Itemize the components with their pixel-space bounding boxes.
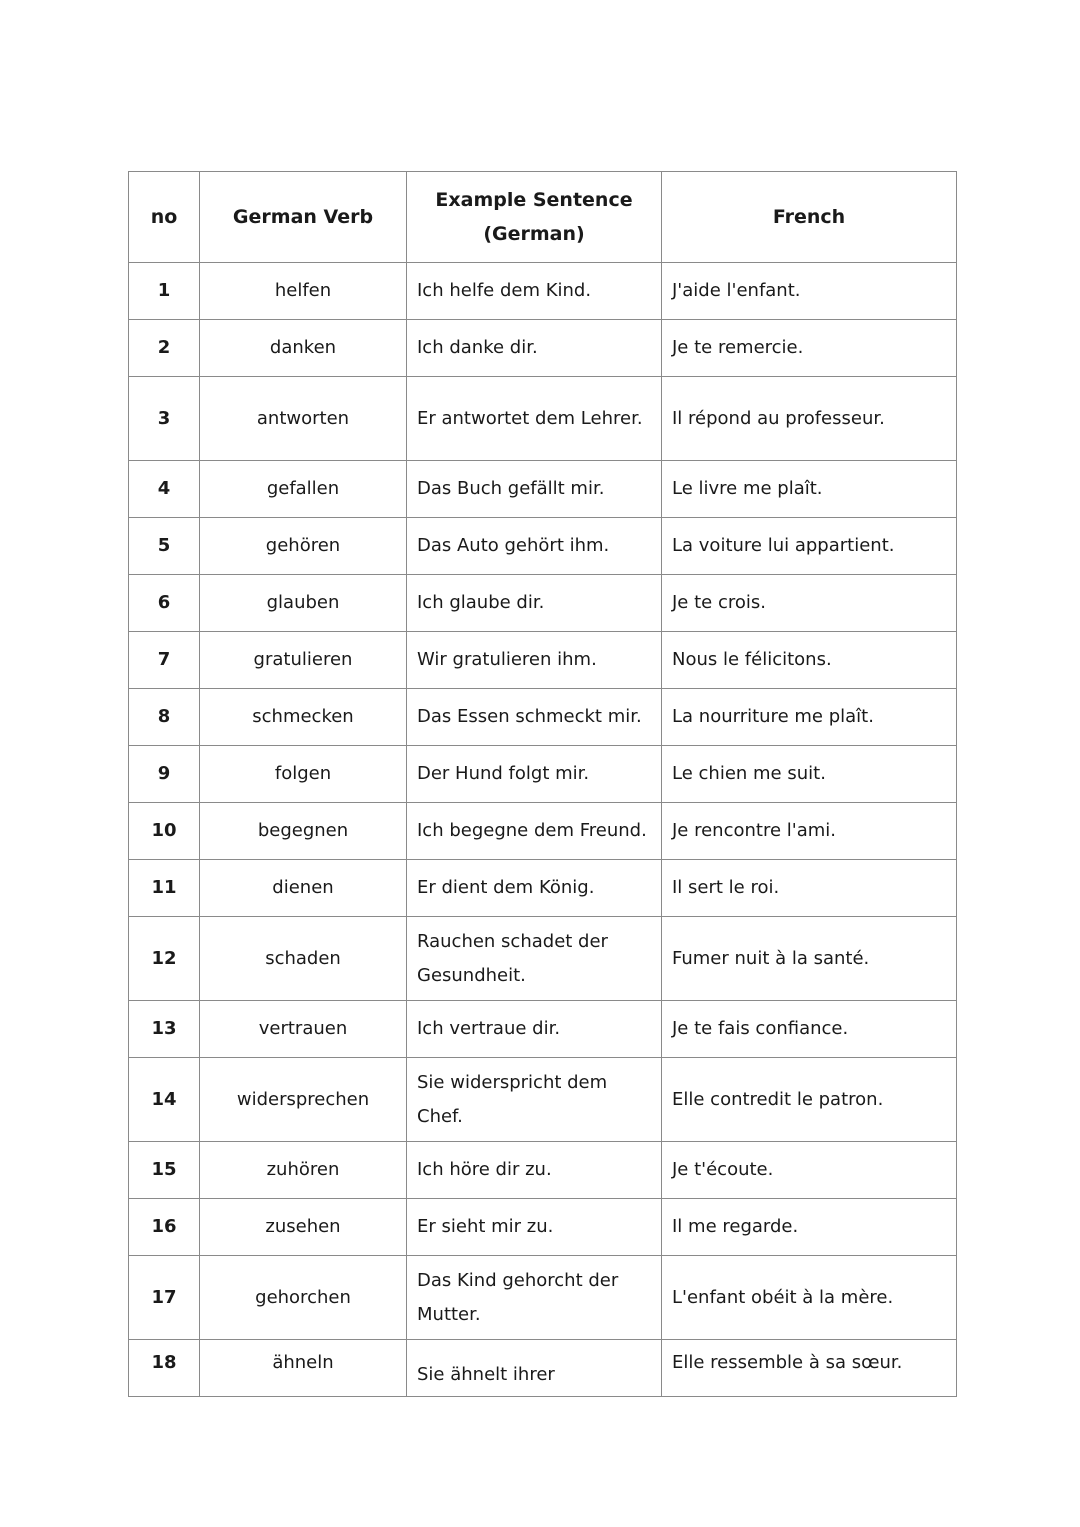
french-cell: Je rencontre l'ami.: [662, 803, 957, 860]
row-number: 14: [129, 1058, 200, 1142]
header-german-verb: German Verb: [200, 172, 407, 263]
german-verb-cell: widersprechen: [200, 1058, 407, 1142]
german-verb-cell: zusehen: [200, 1199, 407, 1256]
table-row: [129, 263, 957, 320]
header-french: French: [662, 172, 957, 263]
german-verb-cell: gratulieren: [200, 632, 407, 689]
verb-table: [128, 171, 957, 1397]
example-sentence-cell: Ich glaube dir.: [407, 575, 662, 632]
table-row: [129, 917, 957, 1001]
french-cell: L'enfant obéit à la mère.: [662, 1256, 957, 1340]
german-verb-cell: gehören: [200, 518, 407, 575]
table-row: [129, 1256, 957, 1340]
row-number: 4: [129, 461, 200, 518]
table-row: [129, 575, 957, 632]
french-cell: Il sert le roi.: [662, 860, 957, 917]
french-cell: Il me regarde.: [662, 1199, 957, 1256]
example-sentence-cell: Ich helfe dem Kind.: [407, 263, 662, 320]
row-number: 6: [129, 575, 200, 632]
row-number: 1: [129, 263, 200, 320]
table-header-row: [129, 172, 957, 263]
header-no: no: [129, 172, 200, 263]
row-number: 8: [129, 689, 200, 746]
german-verb-cell: begegnen: [200, 803, 407, 860]
row-number: 7: [129, 632, 200, 689]
header-example-sentence: Example Sentence (German): [407, 172, 662, 263]
table-row: [129, 803, 957, 860]
german-verb-cell: folgen: [200, 746, 407, 803]
german-verb-cell: gehorchen: [200, 1256, 407, 1340]
french-cell: Je te remercie.: [662, 320, 957, 377]
german-verb-cell: vertrauen: [200, 1001, 407, 1058]
row-number: 18: [129, 1340, 200, 1397]
example-sentence-cell: Ich begegne dem Freund.: [407, 803, 662, 860]
german-verb-cell: glauben: [200, 575, 407, 632]
french-cell: Le livre me plaît.: [662, 461, 957, 518]
german-verb-cell: dienen: [200, 860, 407, 917]
example-sentence-cell: Sie widerspricht dem Chef.: [407, 1058, 662, 1142]
example-sentence-cell: Wir gratulieren ihm.: [407, 632, 662, 689]
german-verb-cell: zuhören: [200, 1142, 407, 1199]
row-number: 11: [129, 860, 200, 917]
example-sentence-cell: Er sieht mir zu.: [407, 1199, 662, 1256]
german-verb-cell: ähneln: [200, 1340, 407, 1397]
german-verb-cell: danken: [200, 320, 407, 377]
german-verb-cell: schaden: [200, 917, 407, 1001]
row-number: 10: [129, 803, 200, 860]
german-verb-cell: helfen: [200, 263, 407, 320]
table-row: [129, 1001, 957, 1058]
table-row: [129, 1142, 957, 1199]
row-number: 12: [129, 917, 200, 1001]
french-cell: Elle ressemble à sa sœur.: [662, 1340, 957, 1397]
table-row: [129, 746, 957, 803]
example-sentence-cell: Er antwortet dem Lehrer.: [407, 377, 662, 461]
row-number: 17: [129, 1256, 200, 1340]
german-verb-cell: gefallen: [200, 461, 407, 518]
example-sentence-cell: Ich vertraue dir.: [407, 1001, 662, 1058]
french-cell: Je te crois.: [662, 575, 957, 632]
example-sentence-cell: Er dient dem König.: [407, 860, 662, 917]
table-row: [129, 377, 957, 461]
french-cell: Je te fais confiance.: [662, 1001, 957, 1058]
french-cell: Fumer nuit à la santé.: [662, 917, 957, 1001]
example-sentence-cell: Rauchen schadet der Gesundheit.: [407, 917, 662, 1001]
table-body: [129, 263, 957, 1397]
row-number: 13: [129, 1001, 200, 1058]
french-cell: Il répond au professeur.: [662, 377, 957, 461]
french-cell: Le chien me suit.: [662, 746, 957, 803]
example-sentence-cell: Das Buch gefällt mir.: [407, 461, 662, 518]
french-cell: Je t'écoute.: [662, 1142, 957, 1199]
example-sentence-cell: Das Kind gehorcht der Mutter.: [407, 1256, 662, 1340]
table-row: [129, 689, 957, 746]
german-verb-cell: schmecken: [200, 689, 407, 746]
example-sentence-cell: Sie ähnelt ihrer: [407, 1340, 662, 1397]
table-row: [129, 632, 957, 689]
french-cell: La nourriture me plaît.: [662, 689, 957, 746]
example-sentence-cell: Das Essen schmeckt mir.: [407, 689, 662, 746]
french-cell: Nous le félicitons.: [662, 632, 957, 689]
table-row: [129, 518, 957, 575]
row-number: 16: [129, 1199, 200, 1256]
table-row: [129, 1199, 957, 1256]
table-row: [129, 860, 957, 917]
example-sentence-cell: Der Hund folgt mir.: [407, 746, 662, 803]
example-sentence-cell: Ich höre dir zu.: [407, 1142, 662, 1199]
row-number: 3: [129, 377, 200, 461]
row-number: 15: [129, 1142, 200, 1199]
table-row: [129, 1340, 957, 1397]
table-row: [129, 320, 957, 377]
table-row: [129, 1058, 957, 1142]
german-verb-cell: antworten: [200, 377, 407, 461]
french-cell: Elle contredit le patron.: [662, 1058, 957, 1142]
french-cell: J'aide l'enfant.: [662, 263, 957, 320]
row-number: 9: [129, 746, 200, 803]
example-sentence-cell: Das Auto gehört ihm.: [407, 518, 662, 575]
french-cell: La voiture lui appartient.: [662, 518, 957, 575]
row-number: 2: [129, 320, 200, 377]
example-sentence-cell: Ich danke dir.: [407, 320, 662, 377]
table-row: [129, 461, 957, 518]
row-number: 5: [129, 518, 200, 575]
